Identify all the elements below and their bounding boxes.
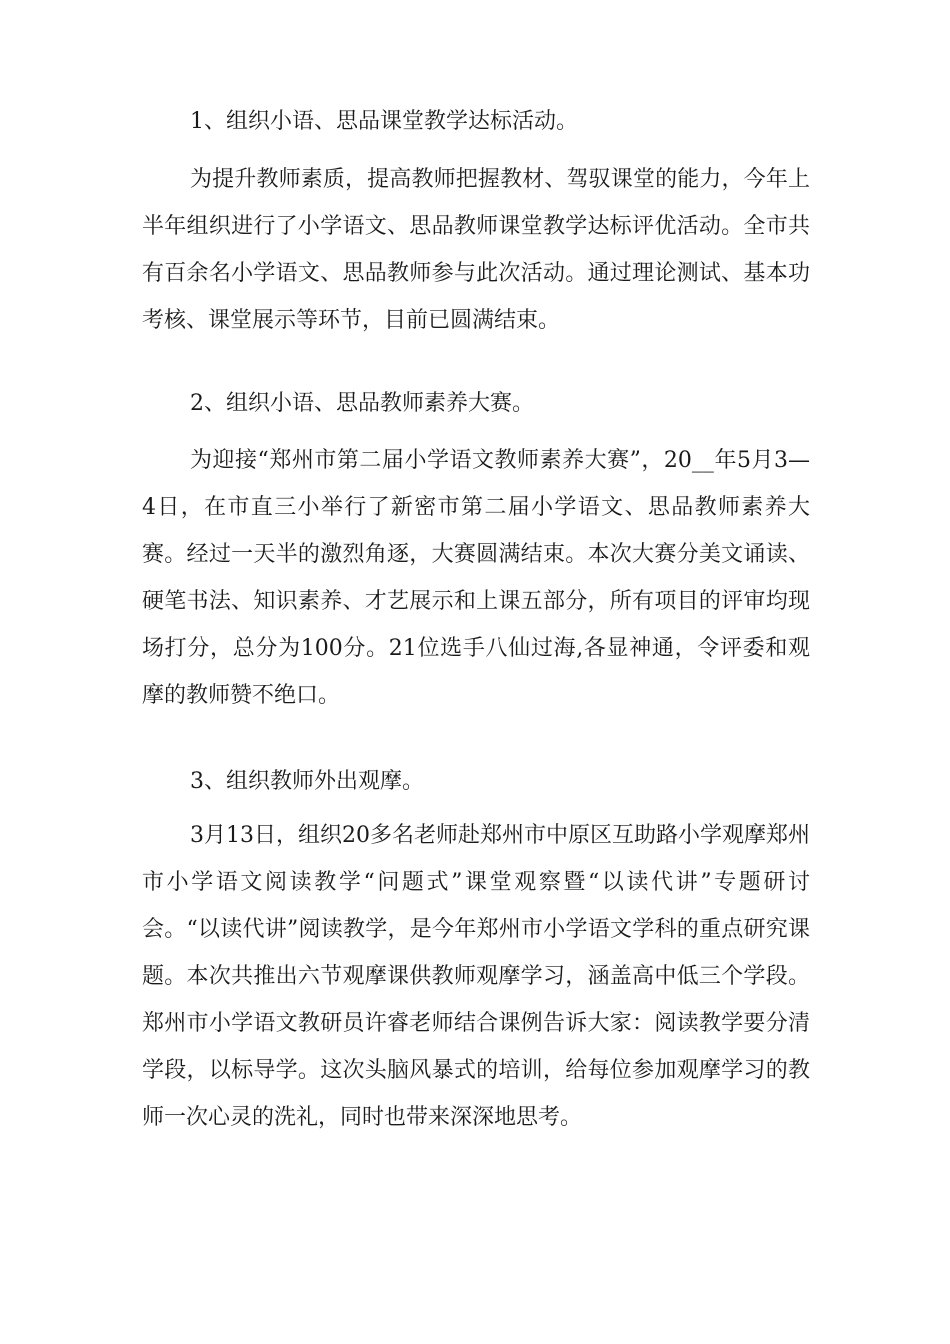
section-1-paragraph: 为提升教师素质，提高教师把握教材、驾驭课堂的能力，今年上半年组织进行了小学语文、思品教师课堂教学达标评优活动。全市共有百余名小学语文、思品教师参与此次活动。通过理论测试、基本功考核、课堂展示等环节，目前已圆满结束。 (142, 167, 810, 333)
section-2-heading: 2、组织小语、思品教师素养大赛。 (190, 391, 534, 416)
section-3-paragraph: 3月13日，组织20多名老师赴郑州市中原区互助路小学观摩郑州市小学语文阅读教学“问题式”课堂观察暨“以读代讲”专题研讨会。“以读代讲”阅读教学，是今年郑州市小学语文学科的重点研究课题。本次共推出六节观摩课供教师观摩学习，涵盖高中低三个学段。郑州市小学语文教研员许睿老师结合课例告诉大家：阅读教学要分清学段，以标导学。这次头脑风暴式的培训，给每位参加观摩学习的教师一次心灵的洗礼，同时也带来深深地思考。 (142, 823, 810, 1130)
section-1-heading: 1、组织小语、思品课堂教学达标活动。 (190, 109, 578, 134)
section-3-heading: 3、组织教师外出观摩。 (190, 769, 424, 794)
section-2-paragraph: 为迎接“郑州市第二届小学语文教师素养大赛”，20__年5月3—4日，在市直三小举行了新密市第二届小学语文、思品教师素养大赛。经过一天半的激烈角逐，大赛圆满结束。本次大赛分美文诵读、硬笔书法、知识素养、才艺展示和上课五部分，所有项目的评审均现场打分，总分为100分。21位选手八仙过海,各显神通，令评委和观摩的教师赞不绝口。 (142, 448, 810, 708)
